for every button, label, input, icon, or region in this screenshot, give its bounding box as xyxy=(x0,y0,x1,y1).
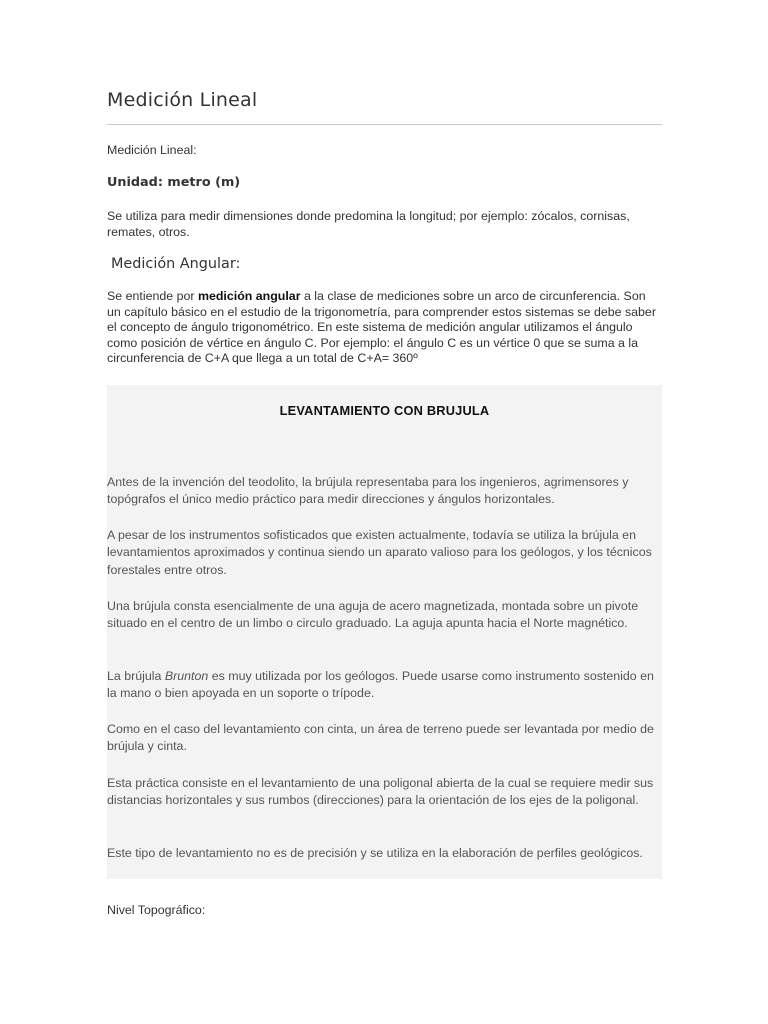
page-title: Medición Lineal xyxy=(107,89,258,111)
angular-heading: Medición Angular: xyxy=(111,256,241,272)
box-paragraph: Antes de la invención del teodolito, la brújula representaba para los ingenieros, agrimensores y topógrafos el único medio práctico para medir direcciones y ángulos horizontales. xyxy=(107,475,629,507)
box-paragraph: Como en el caso del levantamiento con cinta, un área de terreno puede ser levantada por medio de brújula y cinta. xyxy=(107,722,654,754)
angular-text-bold: medición angular xyxy=(197,289,301,303)
angular-text-after: a la clase de mediciones sobre un arco de circunferencia. Son un capítulo básico en el estudio de la trigonometría, para comprender estos sistemas se debe saber el concepto de ángulo trigonométrico. En este sistema de medición angular utilizamos el ángulo como posición de vértice en ángulo C. Por ejemplo: el ángulo C es un vértice 0 que se suma a la circunferencia de C+A que llega a un total de C+A= 360º xyxy=(107,289,656,365)
box-paragraph: Una brújula consta esencialmente de una aguja de acero magnetizada, montada sobre un pivote situado en el centro de un limbo o circulo graduado. La aguja apunta hacia el Norte magnético. xyxy=(107,599,639,631)
subtitle-line: Medición Lineal: xyxy=(107,143,197,157)
title-divider xyxy=(107,124,662,125)
box-paragraph-brunton xyxy=(107,668,662,703)
angular-description xyxy=(107,289,662,367)
brunton-text-after: es muy utilizada por los geólogos. Puede usarse como instrumento sostenido en la mano o bien apoyada en un soporte o trípode. xyxy=(107,669,654,701)
nivel-topografico-label: Nivel Topográfico: xyxy=(107,903,206,917)
linear-description: Se utiliza para medir dimensiones donde predomina la longitud; por ejemplo: zócalos, cornisas, remates, otros. xyxy=(107,209,630,239)
angular-text-before: Se entiende por xyxy=(107,289,198,303)
unit-line: Unidad: metro (m) xyxy=(107,175,241,190)
box-title: LEVANTAMIENTO CON BRUJULA xyxy=(279,403,490,418)
brunton-text-italic: Brunton xyxy=(164,669,209,683)
box-paragraph: A pesar de los instrumentos sofisticados que existen actualmente, todavía se utiliza la brújula en levantamientos aproximados y continua siendo un aparato valioso para los geólogos, y los técnicos forestales entre otros. xyxy=(107,528,652,577)
box-paragraph: Este tipo de levantamiento no es de precisión y se utiliza en la elaboración de perfiles geológicos. xyxy=(107,846,643,860)
brunton-text-before: La brújula xyxy=(107,669,165,683)
box-paragraph: Esta práctica consiste en el levantamiento de una poligonal abierta de la cual se requiere medir sus distancias horizontales y sus rumbos (direcciones) para la orientación de los ejes de la poligonal. xyxy=(107,776,654,808)
